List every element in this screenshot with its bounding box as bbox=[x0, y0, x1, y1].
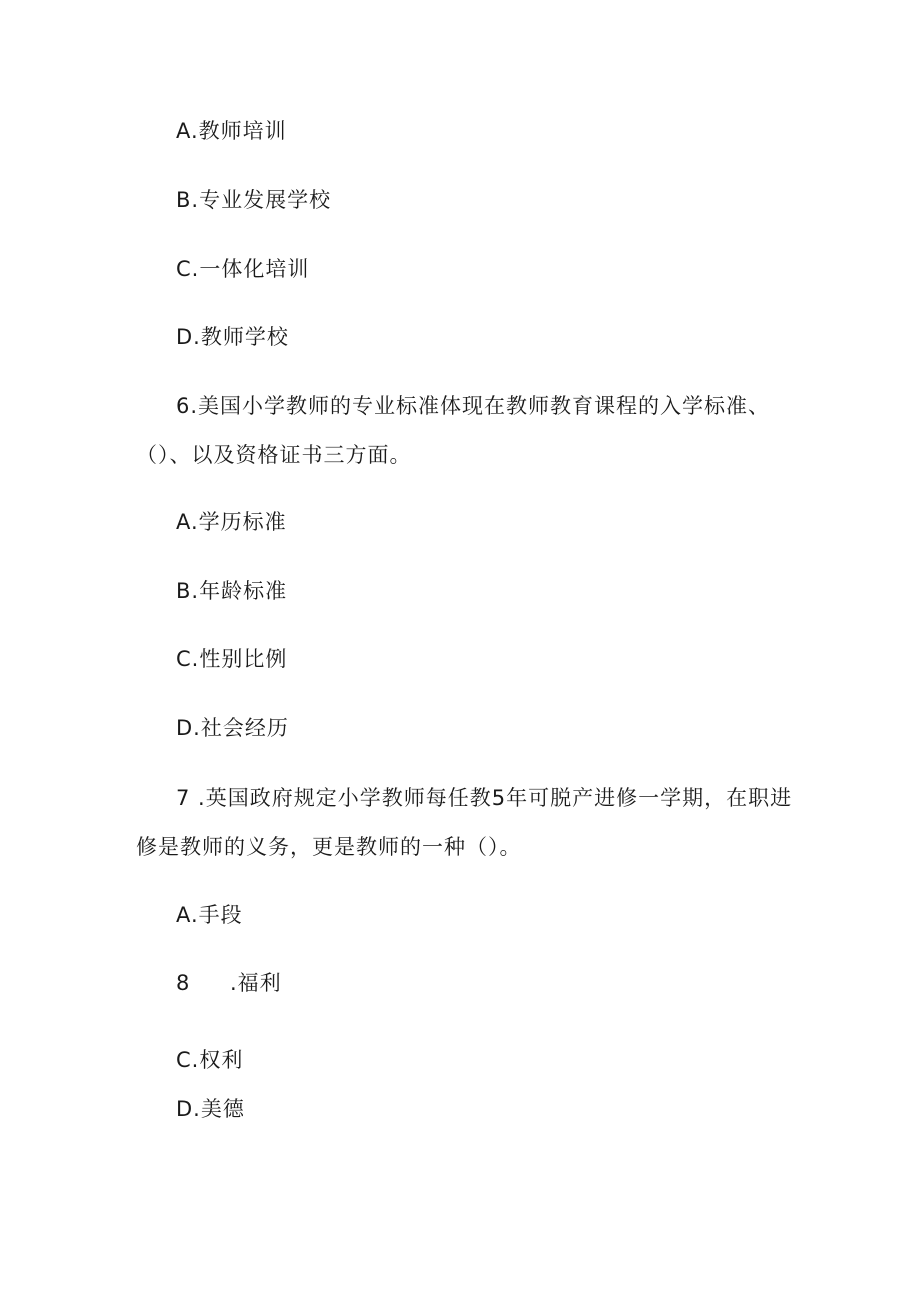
q6-option-c: C.性别比例 bbox=[176, 647, 288, 671]
q7-option-b-text: .福利 bbox=[230, 971, 282, 995]
q6-stem-line2: （）、以及资格证书三方面。 bbox=[136, 443, 412, 467]
q5-option-d: D.教师学校 bbox=[176, 325, 289, 349]
q5-option-c: C.一体化培训 bbox=[176, 257, 310, 281]
q5-option-b: B.专业发展学校 bbox=[176, 188, 332, 212]
q7-stem-line2: 修是教师的义务，更是教师的一种（）。 bbox=[136, 835, 522, 859]
q6-stem-line1: 6.美国小学教师的专业标准体现在教师教育课程的入学标准、 bbox=[176, 394, 771, 418]
q6-option-d: D.社会经历 bbox=[176, 716, 289, 740]
q7-option-b-number: 8 bbox=[176, 971, 190, 995]
q6-option-a: A.学历标准 bbox=[176, 510, 287, 534]
q6-option-b: B.年龄标准 bbox=[176, 579, 288, 603]
q7-stem-line1: 7 .英国政府规定小学教师每任教5年可脱产进修一学期，在职进 bbox=[176, 786, 793, 810]
q7-option-d: D.美德 bbox=[176, 1097, 245, 1121]
q7-option-a: A.手段 bbox=[176, 903, 243, 927]
q7-option-c: C.权利 bbox=[176, 1048, 244, 1072]
q5-option-a: A.教师培训 bbox=[176, 119, 287, 143]
